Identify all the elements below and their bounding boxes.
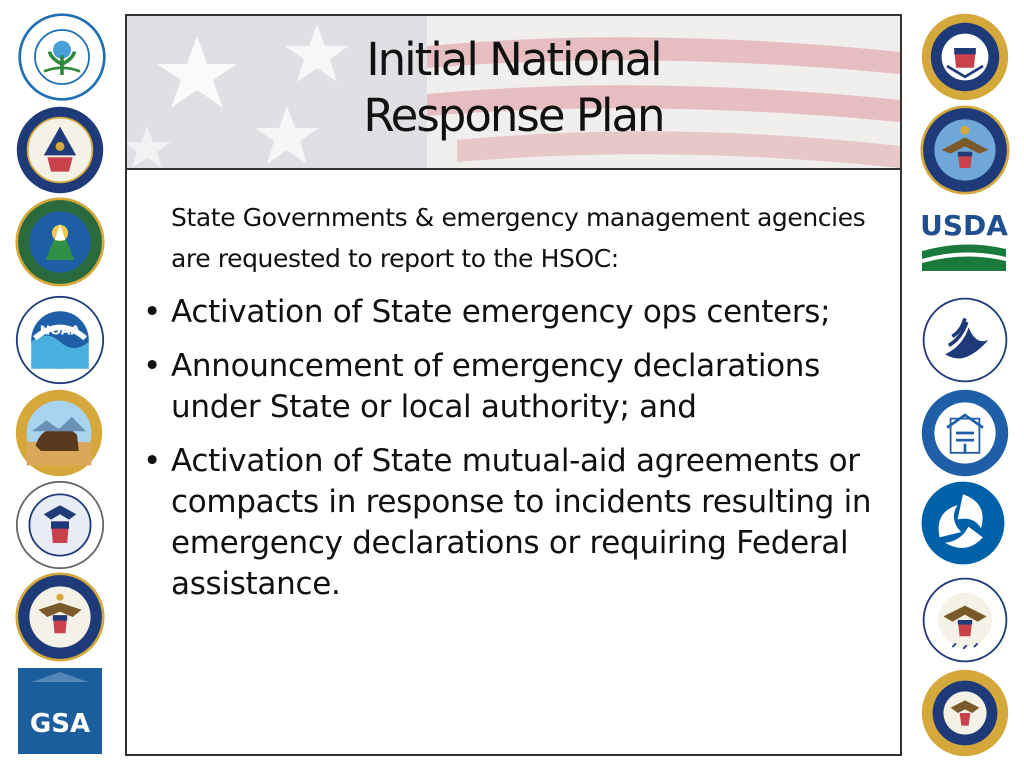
hhs-seal: [920, 295, 1010, 385]
svg-text:NOAA: NOAA: [39, 322, 81, 338]
bullet-item: [137, 292, 917, 333]
department-of-energy-seal: [15, 197, 105, 287]
bullet-marker: •: [143, 443, 161, 479]
slide-title: [127, 32, 900, 144]
bullet-list: [137, 292, 917, 618]
slide-content-frame: [125, 14, 902, 756]
epa-seal: [17, 12, 107, 102]
noaa-seal: [15, 295, 105, 385]
department-of-labor-seal: [15, 480, 105, 570]
title-banner: [127, 16, 900, 170]
intro-paragraph: State Governments & emergency management agencies are requested to report to the HSOC:: [171, 203, 866, 273]
department-of-justice-seal: [920, 668, 1010, 758]
bullet-marker: •: [143, 294, 161, 330]
bullet-marker: •: [143, 348, 161, 384]
svg-text:GSA: GSA: [29, 709, 91, 739]
bullet-item: [137, 441, 917, 605]
left-agency-seal-column: [0, 0, 120, 768]
department-of-interior-seal: [14, 388, 104, 478]
department-of-state-seal: [15, 572, 105, 662]
coast-guard-seal: [920, 12, 1010, 102]
gsa-logo: [18, 668, 102, 754]
slide-title-line-2: Response Plan: [363, 89, 664, 142]
department-of-transportation-logo: [918, 478, 1008, 568]
department-of-defense-seal: [920, 105, 1010, 195]
right-agency-seal-column: [904, 0, 1024, 768]
svg-text:USDA: USDA: [920, 209, 1008, 242]
treasury-seal: [920, 388, 1010, 478]
nuclear-regulatory-commission-seal: [920, 575, 1010, 665]
usda-logo: [916, 205, 1012, 277]
bullet-text: Activation of State mutual-aid agreements or compacts in response to incidents resulting in emergency declarations or requiring Federal assistance.: [171, 443, 872, 602]
slide-title-line-1: Initial National: [366, 33, 661, 86]
bullet-text: Activation of State emergency ops centers;: [171, 294, 831, 330]
bullet-item: [137, 346, 917, 428]
fema-seal: [15, 105, 105, 195]
bullet-text: Announcement of emergency declarations under State or local authority; and: [171, 348, 821, 425]
